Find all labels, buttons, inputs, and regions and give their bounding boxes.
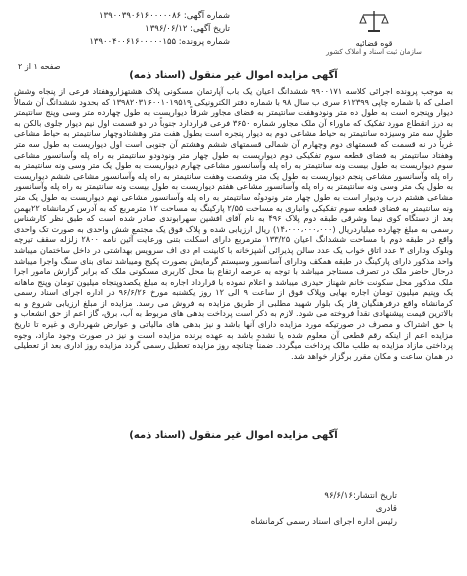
org-name: قوه قضائیه xyxy=(355,39,393,48)
notice-body: به موجب پرونده اجرائی کلاسه ۹۹۰۰۱۷۱ ششدانگ اعیان یک باب آپارتمان مسکونی پلاک هشتهزاروهفتاد فرعی از پنجاه وشش اصلی که با شماره چاپی ۶۱۲۳۹۹ سری ب سال ۹۸ با شماره دفتر الکترونیکی ۱۳۹۸۲۰۳۱۶۰۰۱۰۱۹۵۱۹ که بحدود ششدانگ آن شمالاً دیوار وپنجره است به طول ده متر ونودوهفت سانتیمتر به فضای مجاور شرقاً دیواریست به طول چهارده متر وسی وپنج سانتیمتر به درز انقطاع مورد تفکیک که ماوراء آن ملک مجاور شماره ۳۶۵۰ فرعی قراردارد جنوباً در دو قسمت اول نیم دیوار جلوی بالکن به طول سه متر وسیزده سانتیمتر به حیاط مشاعی دوم به دیوار پنجره است بطول هفت متر وهشتادوچهار سانتیمتر به حیاط مشاعی غرباً در نه قسمت که قسمتهای دوم وچهارم آن شمالی قسمتهای ششم وهشتم آن جنوبی است اول دیواریست به طول سه متر وهفتاد سانتیمتر به فضای قطعه سوم تفکیکی دوم دیواریست به طول چهار متر ونودودو سانتیمتر به راه پله وآسانسور مشاعی سوم دیواریست به طول بیست ونه سانتیمتر به راه پله وآسانسور مشاعی چهارم دیواریست به طول یک متر وسی ونه سانتیمتر به راه پله وآسانسور مشاعی پنجم دیواریست به طول یک متر وشصت وهفت سانتیمتر به راه پله وآسانسور مشاعی ششم دیواریست به طول یک متر وسی ونه سانتیمتر به راه پله وآسانسور مشاعی هفتم دیواریست به طول بیست ونه سانتیمتر به راه پله وآسانسور مشاعی هشتم درب ودیوار است به طول چهار متر ونودونُه سانتیمتر به راه پله وآسانسور مشاعی نهم دیواریست به طول یک متر ونه سانتیمتر به فضای قطعه سوم تفکیکی وانباری به مساحت ۲/۵۵ پارکینگ به مساحت ۱۲ مترمربع که به آدرس کرمانشاه ۲۲بهمن بعد از دستگاه کوی نیما وشرقی طبقه دوم پلاک ۴۹۶ به نام آقای افشین سهرابوندی صادر شده است که طبق نظر کارشناس رسمی به مبلغ چهارده میلیاردریال (۱۴،۰۰۰،۰۰۰،۰۰۰) ریال ارزیابی شده و پلاک فوق یک مجتمع شش واحدی به صورت تک واحدی واقع در طبقه دوم با مساحت ششدانگ اعیان ۱۳۳/۲۵ مترمربع دارای اسکلت بتنی ورعایت آئین نامه ۲۸۰۰ زلزله سقف تیرچه وبلوک ودارای ۳ عدد اتاق خواب یک عدد سالن پذیرائی آشپزخانه با کابینت ام دی اف سرویس بهداشتی در داخل ساختمان میباشد واحد مذکور دارای پارکینگ در طبقه همکف ودارای آسانسور وسیستم گرمایش بصورت پکیج ومیباشد نمای بنای سنگ واجرا میباشد درحال حاضر ملک در تصرف مستاجر میباشد با توجه به عرصه ارتفاع بنا محل کاربری مسکونی ملک که برابر گزارش مامور اجرا ملک مذکور محل سکونت خانم شهناز حیدری میباشد و اعلام نموده با قرارداد اجاره به مبلغ یکصدوپنجاه میلیون تومان وپنج ماهانه یک وپنیم میلیون تومان اجاره بهایی وپلاک فوق از ساعت ۹ الی ۱۲ روز یکشنبه مورخ ۹۶/۶/۲۶ در اداره اجرای اسناد رسمی کرمانشاه واقع درفرهنگیان فاز یک بلوار شهید مطلبی از طریق مزایده به فروش می رسد. مزایده از مبلغ ارزیابی شروع و به بالاترین قیمت پیشنهادی نقداً فروخته می شود. لازم به ذکر است پرداخت بدهی های مربوط به آب، برق، گاز اعم از حق انشعاب و یا حق اشتراک و مصرف در صورتیکه مورد مزایده دارای آنها باشد و نیز بدهی های مالیاتی و عوارض شهرداری و غیره تا تاریخ مزایده اعم از اینکه رقم قطعی آن معلوم شده یا نشده باشد به عهده برنده مزایده است و نیز در صورت وجود مازاد، وجوه پرداختی مازاد مزایده به طلب مالک پرداخت میگردد. ضمناً چنانچه روز مزایده تعطیل رسمی گردد مزایده روز اداری بعد از تعطیلی در همان ساعت و مکان مقرر برگزار خواهد شد. xyxy=(14,86,453,361)
judiciary-emblem xyxy=(309,8,439,56)
org-subtitle: سازمان ثبت اسناد و املاک کشور xyxy=(326,48,422,56)
signature-block xyxy=(251,490,397,529)
notice-title: آگهی مزایده اموال غیر منقول (اسناد ذمه) xyxy=(129,70,338,81)
document-header xyxy=(6,6,461,71)
notice-meta xyxy=(10,10,230,49)
case-number-row: شماره پرونده: ۱۳۹۰۰۴۰۰۶۱۶۰۰۰۰۰۱۵۵ xyxy=(89,37,230,47)
signer-name: قادری xyxy=(375,504,397,514)
publish-date: تاریخ انتشار:۹۶/۶/۱۶ xyxy=(324,491,397,501)
notice-title-secondary: آگهی مزایده اموال غیر منقول (اسناد ذمه) xyxy=(129,430,338,441)
notice-number-row: شماره آگهی: ۱۳۹۰۰۳۹۰۶۱۶۰۰۰۰۰۸۶ xyxy=(98,11,230,21)
notice-date-row: تاریخ آگهی: ۱۳۹۶/۰۶/۱۲ xyxy=(145,24,230,34)
page-indicator: صفحه ۱ از ۲ xyxy=(18,62,61,71)
scales-emblem-icon xyxy=(357,8,391,34)
signer-role: رئیس اداره اجرای اسناد رسمی کرمانشاه xyxy=(250,517,397,527)
